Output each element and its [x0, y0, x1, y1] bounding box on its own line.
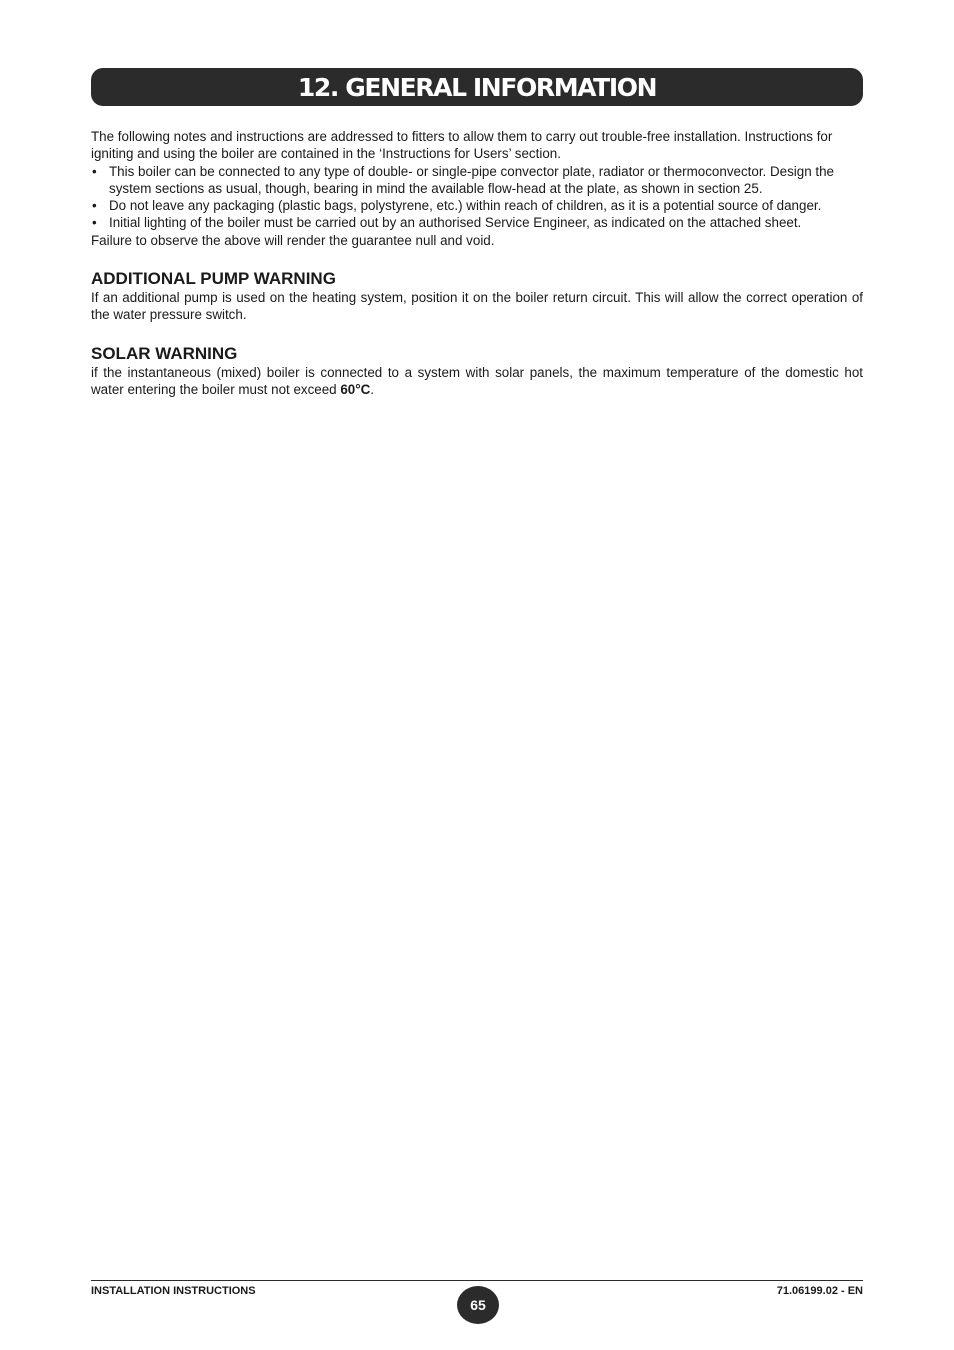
footer-document-code: 71.06199.02 - EN	[776, 1285, 863, 1297]
intro-paragraph: The following notes and instructions are addressed to fitters to allow them to carry out trouble-free installation. Instructions for igniting and using the boiler are contained in the ‘Instructions for Users’ section.	[91, 129, 833, 162]
solar-warning-body	[91, 364, 863, 399]
max-temperature-value: 60°C	[340, 381, 371, 397]
bullet-item: • This boiler can be connected to any type of double- or single-pipe convector plate, radiator or thermoconvector. Design the system sections as usual, though, bearing in mind the available flow-head at the plate, as shown in section 25.	[91, 163, 863, 198]
page-title: 12. GENERAL INFORMATION	[297, 72, 657, 102]
solar-warning-text: if the instantaneous (mixed) boiler is connected to a system with solar panels, the maximum temperature of the domestic hot water entering the boiler must not exceed	[91, 364, 863, 397]
bullet-item: • Initial lighting of the boiler must be carried out by an authorised Service Engineer, as indicated on the attached sheet.	[91, 214, 863, 231]
intro-bullet-list	[91, 163, 863, 232]
page-number-badge: 65	[457, 1286, 499, 1324]
section-title-bar	[91, 68, 863, 106]
main-content	[91, 128, 863, 398]
pump-warning-heading: ADDITIONAL PUMP WARNING	[91, 269, 336, 289]
guarantee-note: Failure to observe the above will render the guarantee null and void.	[91, 232, 495, 248]
solar-warning-heading: SOLAR WARNING	[91, 343, 238, 363]
footer-document-type: INSTALLATION INSTRUCTIONS	[91, 1285, 256, 1297]
bullet-item: • Do not leave any packaging (plastic bags, polystyrene, etc.) within reach of children, as it is a potential source of danger.	[91, 197, 863, 214]
footer-divider	[91, 1280, 863, 1281]
pump-warning-body: If an additional pump is used on the heating system, position it on the boiler return circuit. This will allow the correct operation of the water pressure switch.	[91, 290, 863, 323]
solar-warning-end: .	[370, 381, 375, 397]
